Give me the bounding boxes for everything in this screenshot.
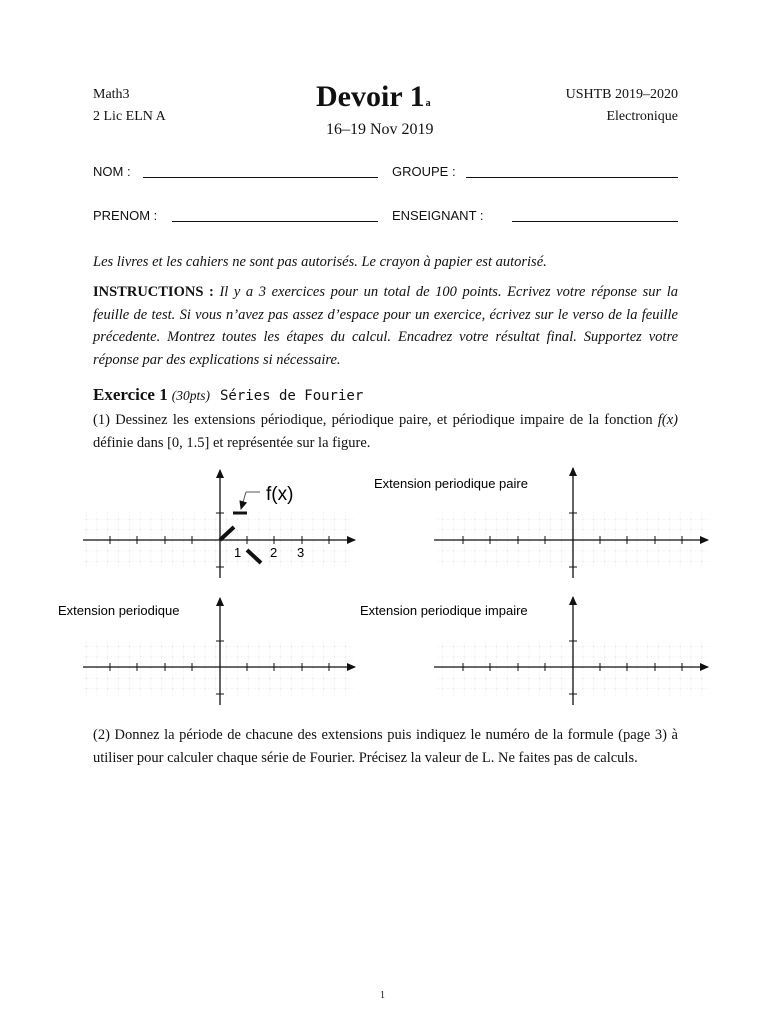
graph-fx — [83, 470, 355, 578]
fx-pointer-arrow — [241, 492, 246, 509]
graph-even — [374, 468, 709, 578]
graph-odd — [360, 597, 709, 705]
fx-tick-3: 3 — [297, 545, 305, 560]
fx-label: f(x) — [266, 484, 294, 505]
fx-tick-1: 1 — [234, 545, 242, 560]
course-name: Math3 — [93, 87, 130, 102]
q1-part1: (1) Dessinez les extensions périodique, périodique paire, et périodique impaire de la fonction — [93, 412, 653, 428]
title-text: Devoir 1 — [316, 80, 425, 113]
prenom-label: PRENOM : — [93, 208, 158, 223]
notice: Les livres et les cahiers ne sont pas autorisés. Le crayon à papier est autorisé. — [93, 254, 547, 270]
instructions-label: INSTRUCTIONS : — [93, 284, 214, 300]
even-title: Extension periodique paire — [374, 476, 528, 491]
page-number: 1 — [380, 990, 385, 1001]
q1-part2: définie dans [0, 1.5] et représentée sur la figure. — [93, 434, 371, 451]
periodic-title: Extension periodique — [58, 603, 180, 618]
q1-fx: f(x) — [657, 412, 678, 428]
exercise-topic: Séries de Fourier — [219, 388, 364, 404]
title-sub: a — [425, 98, 431, 109]
enseignant-label: ENSEIGNANT : — [392, 208, 484, 223]
university: USHTB 2019–2020 — [565, 87, 678, 102]
groupe-label: GROUPE : — [392, 164, 456, 179]
exam-dates: 16–19 Nov 2019 — [326, 121, 434, 138]
nom-label: NOM : — [93, 164, 131, 179]
instructions-text: Il y a 3 exercices pour un total de 100 points. Ecrivez votre réponse sur la feuille de test. Si vous n’avez pas assez d’espace pour un exercice, écrivez sur le verso de la feuille précedente. Montrez toutes les étapes du calcul. Encadrez votre résultat final. Supportez votre réponse par des explications si nécessaire. — [93, 284, 678, 368]
question-2: (2) Donnez la période de chacune des extensions puis indiquez le numéro de la formule (page 3) à utiliser pour calculer chaque série de Fourier. Précisez la valeur de L. Ne faites pas de calculs. — [93, 727, 678, 766]
department: Electronique — [606, 109, 678, 124]
odd-title: Extension periodique impaire — [360, 603, 528, 618]
class-name: 2 Lic ELN A — [93, 109, 166, 124]
exercise-points: (30pts) — [171, 388, 210, 403]
graph-periodic — [58, 598, 355, 705]
exercise-label: Exercice 1 — [93, 385, 168, 404]
fx-tick-2: 2 — [270, 545, 278, 560]
